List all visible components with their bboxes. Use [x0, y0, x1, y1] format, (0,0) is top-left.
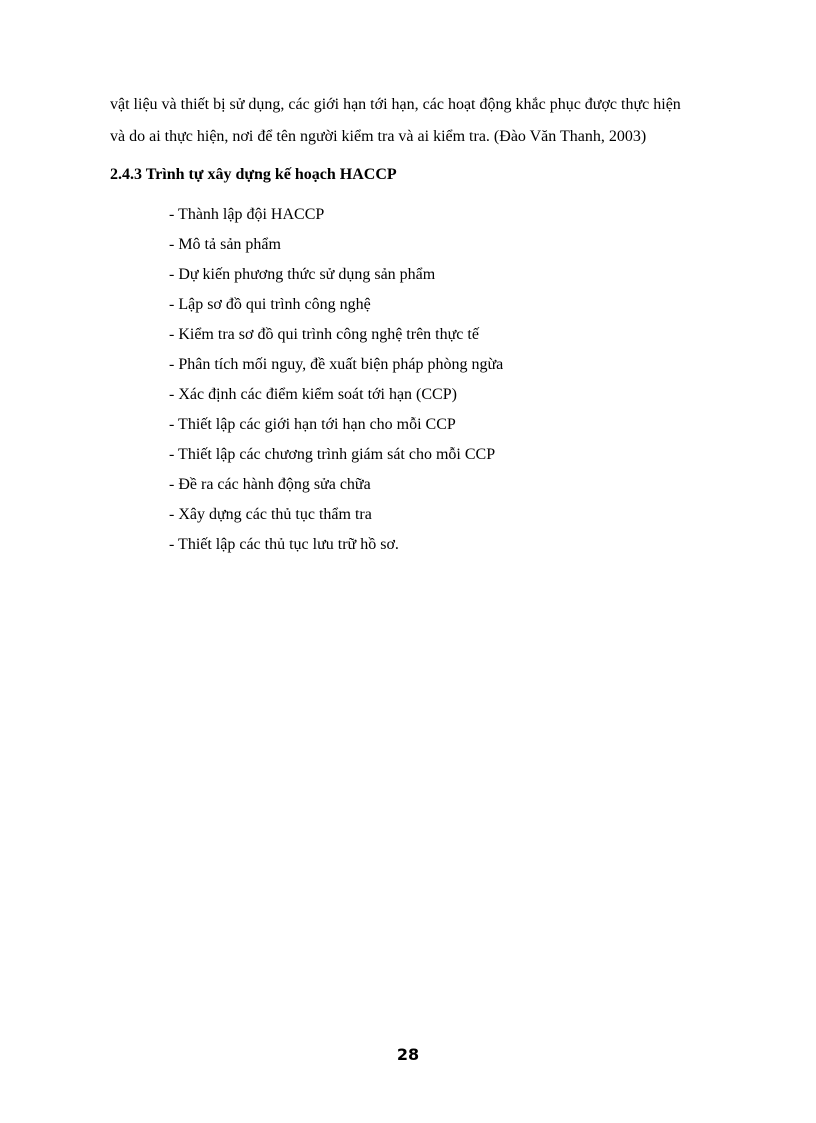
list-item: - Thiết lập các chương trình giám sát cho mỗi CCP	[169, 446, 496, 463]
paragraph-line-2: và do ai thực hiện, nơi để tên người kiểm tra và ai kiểm tra. (Đào Văn Thanh, 2003)	[110, 128, 647, 145]
list-item: - Phân tích mối nguy, đề xuất biện pháp phòng ngừa	[169, 356, 504, 373]
list-item: - Thiết lập các giới hạn tới hạn cho mỗi CCP	[169, 416, 456, 433]
list-item: - Mô tả sản phẩm	[169, 236, 281, 253]
list-item: - Đề ra các hành động sửa chữa	[169, 476, 371, 493]
list-item: - Thành lập đội HACCP	[169, 206, 325, 223]
list-item: - Kiểm tra sơ đồ qui trình công nghệ trên thực tế	[169, 326, 479, 343]
list-item: - Thiết lập các thủ tục lưu trữ hồ sơ.	[169, 536, 399, 553]
list-item: - Xây dựng các thủ tục thẩm tra	[169, 506, 372, 523]
page-number: 28	[396, 1045, 420, 1064]
list-item: - Dự kiến phương thức sử dụng sản phẩm	[169, 266, 436, 283]
list-item: - Xác định các điểm kiểm soát tới hạn (CCP)	[169, 386, 457, 403]
paragraph-line-1: vật liệu và thiết bị sử dụng, các giới hạn tới hạn, các hoạt động khắc phục được thực hiện	[110, 96, 681, 113]
haccp-steps-list	[169, 200, 503, 560]
section-heading: 2.4.3 Trình tự xây dựng kế hoạch HACCP	[110, 166, 397, 183]
list-item: - Lập sơ đồ qui trình công nghệ	[169, 296, 371, 313]
